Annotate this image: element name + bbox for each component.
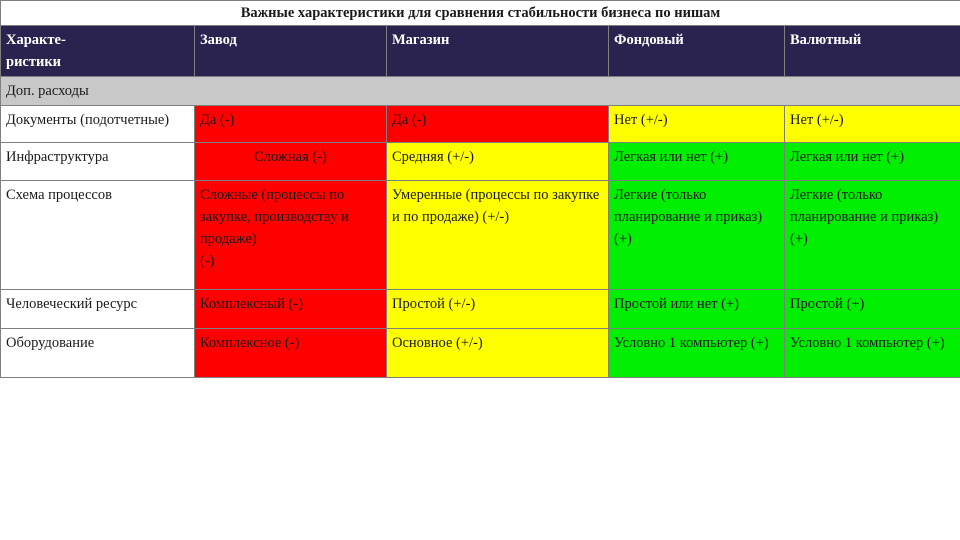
- header-shop: Магазин: [387, 26, 609, 77]
- table-cell: Умеренные (процессы по закупке и по продаже) (+/-): [387, 181, 609, 290]
- table-cell: Да (-): [387, 106, 609, 143]
- header-row: [1, 26, 960, 77]
- table-row: [1, 106, 960, 143]
- table-cell: Сложная (-): [195, 143, 387, 181]
- section-label: Доп. расходы: [1, 77, 960, 106]
- section-row: [1, 77, 960, 106]
- header-factory: Завод: [195, 26, 387, 77]
- table-row: [1, 329, 960, 378]
- table-cell: Комплексный (-): [195, 290, 387, 329]
- table-cell: Простой (+): [785, 290, 960, 329]
- row-label: Схема процессов: [1, 181, 195, 290]
- table-cell: Условно 1 компьютер (+): [609, 329, 785, 378]
- table-cell: Легкая или нет (+): [609, 143, 785, 181]
- table-cell: Простой или нет (+): [609, 290, 785, 329]
- table-cell: Комплексное (-): [195, 329, 387, 378]
- header-stock: Фондовый: [609, 26, 785, 77]
- header-currency: Валютный: [785, 26, 960, 77]
- table-cell: Сложные (процессы по закупке, производству и продаже) (-): [195, 181, 387, 290]
- table-row: [1, 290, 960, 329]
- table-row: [1, 143, 960, 181]
- table-cell: Условно 1 компьютер (+): [785, 329, 960, 378]
- table-cell: Простой (+/-): [387, 290, 609, 329]
- header-characteristics: Характе- ристики: [1, 26, 195, 77]
- table-cell: Основное (+/-): [387, 329, 609, 378]
- table-cell: Легкая или нет (+): [785, 143, 960, 181]
- table-row: [1, 181, 960, 290]
- row-label: Документы (подотчетные): [1, 106, 195, 143]
- table-title: Важные характеристики для сравнения стабильности бизнеса по нишам: [1, 1, 960, 26]
- table-cell: Да (-): [195, 106, 387, 143]
- row-label: Человеческий ресурс: [1, 290, 195, 329]
- row-label: Оборудование: [1, 329, 195, 378]
- row-label: Инфраструктура: [1, 143, 195, 181]
- table-cell: Нет (+/-): [785, 106, 960, 143]
- table-cell: Легкие (только планирование и приказ) (+): [785, 181, 960, 290]
- table-cell: Легкие (только планирование и приказ) (+): [609, 181, 785, 290]
- table-cell: Средняя (+/-): [387, 143, 609, 181]
- table-cell: Нет (+/-): [609, 106, 785, 143]
